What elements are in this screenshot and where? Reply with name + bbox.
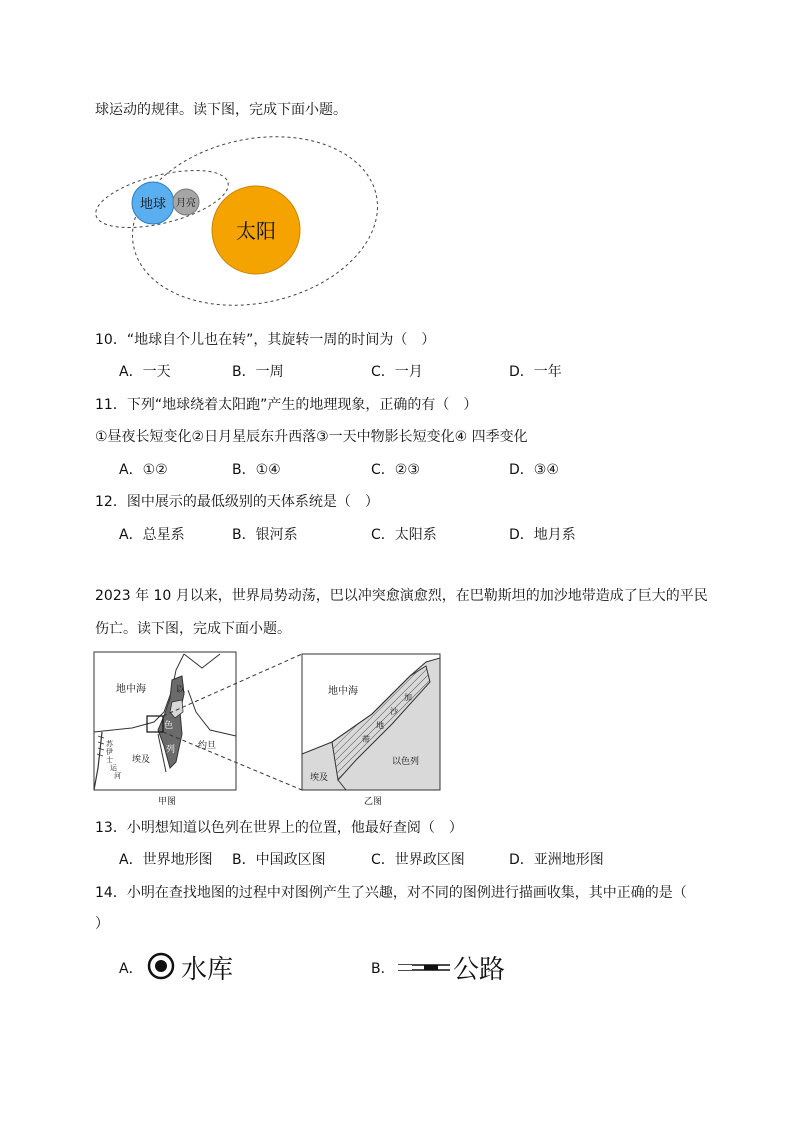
q13-option-b[interactable]: B．中国政区图 bbox=[232, 852, 326, 868]
map-jia-egypt-label: 埃及 bbox=[132, 755, 151, 765]
question-13-stem: 13．小明想知道以色列在世界上的位置，他最好查阅（ ） bbox=[95, 820, 463, 836]
map-yi-gaza-char-4: 带 bbox=[362, 735, 370, 744]
map-jia-israel-char-1: 以 bbox=[176, 685, 186, 695]
q13-option-a[interactable]: A．世界地形图 bbox=[119, 852, 213, 868]
q14-option-a-text: 水库 bbox=[181, 955, 234, 985]
q10-option-d[interactable]: D．一年 bbox=[509, 364, 562, 380]
q12-option-d[interactable]: D．地月系 bbox=[509, 527, 576, 543]
question-12-stem: 12．图中展示的最低级别的天体系统是（ ） bbox=[95, 494, 379, 510]
map-jia-canal-char-1: 苏 bbox=[106, 740, 113, 748]
question-14-stem: 14．小明在查找地图的过程中对图例产生了兴趣，对不同的图例进行描画收集，其中正确的是（ bbox=[95, 885, 687, 901]
map-yi-caption: 乙图 bbox=[364, 797, 383, 807]
map-yi-israel-label: 以色列 bbox=[392, 757, 420, 767]
question-14-stem-end: ） bbox=[95, 916, 109, 932]
q12-option-b[interactable]: B．银河系 bbox=[232, 527, 298, 543]
bullseye-icon bbox=[147, 952, 175, 980]
question-11-stem: 11．下列“地球绕着太阳跑”产生的地理现象，正确的有（ ） bbox=[95, 397, 478, 413]
map-jia-canal-char-3: 士 bbox=[106, 756, 113, 764]
q12-option-a[interactable]: A．总星系 bbox=[119, 527, 185, 543]
moon-label: 月亮 bbox=[176, 198, 196, 209]
earth-moon-sun-figure bbox=[90, 135, 390, 315]
q14-option-a-label: A． bbox=[119, 961, 143, 977]
road-line-icon bbox=[398, 962, 450, 974]
map-yi-sea-label: 地中海 bbox=[328, 686, 358, 697]
q12-option-c[interactable]: C．太阳系 bbox=[371, 527, 437, 543]
q14-option-b[interactable] bbox=[371, 948, 531, 984]
q13-option-d[interactable]: D．亚洲地形图 bbox=[509, 852, 604, 868]
map-yi-gaza-char-1: 加 bbox=[404, 693, 412, 702]
map-jia-israel-char-3: 列 bbox=[166, 745, 176, 755]
q14-option-b-label: B． bbox=[371, 961, 395, 977]
map-jia-canal-char-2: 伊 bbox=[106, 748, 113, 756]
map-yi-gaza-char-2: 沙 bbox=[390, 707, 398, 716]
map-yi-gaza-char-3: 地 bbox=[376, 721, 384, 730]
q10-option-c[interactable]: C．一月 bbox=[371, 364, 423, 380]
map-jia-sea-label: 地中海 bbox=[116, 684, 146, 695]
q13-option-c[interactable]: C．世界政区图 bbox=[371, 852, 465, 868]
q14-option-b-text: 公路 bbox=[453, 955, 506, 985]
sun-label: 太阳 bbox=[236, 219, 276, 243]
intro-text-2-line-1: 2023 年 10 月以来，世界局势动荡，巴以冲突愈演愈烈，在巴勒斯坦的加沙地带造成了巨大的平民 bbox=[95, 588, 708, 604]
map-jia-caption: 甲图 bbox=[158, 797, 177, 807]
q11-option-a[interactable]: A．①② bbox=[119, 462, 168, 478]
map-jia-israel-char-2: 色 bbox=[164, 721, 174, 731]
earth-label: 地球 bbox=[139, 197, 167, 212]
intro-text-2-line-2: 伤亡。读下图，完成下面小题。 bbox=[95, 621, 291, 637]
map-jia-canal-char-4: 运 bbox=[110, 764, 117, 772]
q11-option-c[interactable]: C．②③ bbox=[371, 462, 420, 478]
map-yi-egypt-label: 埃及 bbox=[310, 773, 329, 783]
question-10-stem: 10．“地球自个儿也在转”，其旋转一周的时间为（ ） bbox=[95, 332, 436, 348]
intro-text-1: 球运动的规律。读下图，完成下面小题。 bbox=[95, 102, 347, 118]
q10-option-b[interactable]: B．一周 bbox=[232, 364, 284, 380]
map-jia-canal-char-5: 河 bbox=[114, 772, 121, 780]
q11-option-b[interactable]: B．①④ bbox=[232, 462, 281, 478]
q14-option-a[interactable] bbox=[119, 948, 259, 984]
question-11-statements: ①昼夜长短变化②日月星辰东升西落③一天中物影长短变化④ 四季变化 bbox=[95, 429, 528, 445]
q11-option-d[interactable]: D．③④ bbox=[509, 462, 559, 478]
map-jia-jordan-label: 约旦 bbox=[198, 741, 217, 751]
q10-option-a[interactable]: A．一天 bbox=[119, 364, 171, 380]
israel-maps-figure bbox=[92, 650, 452, 810]
